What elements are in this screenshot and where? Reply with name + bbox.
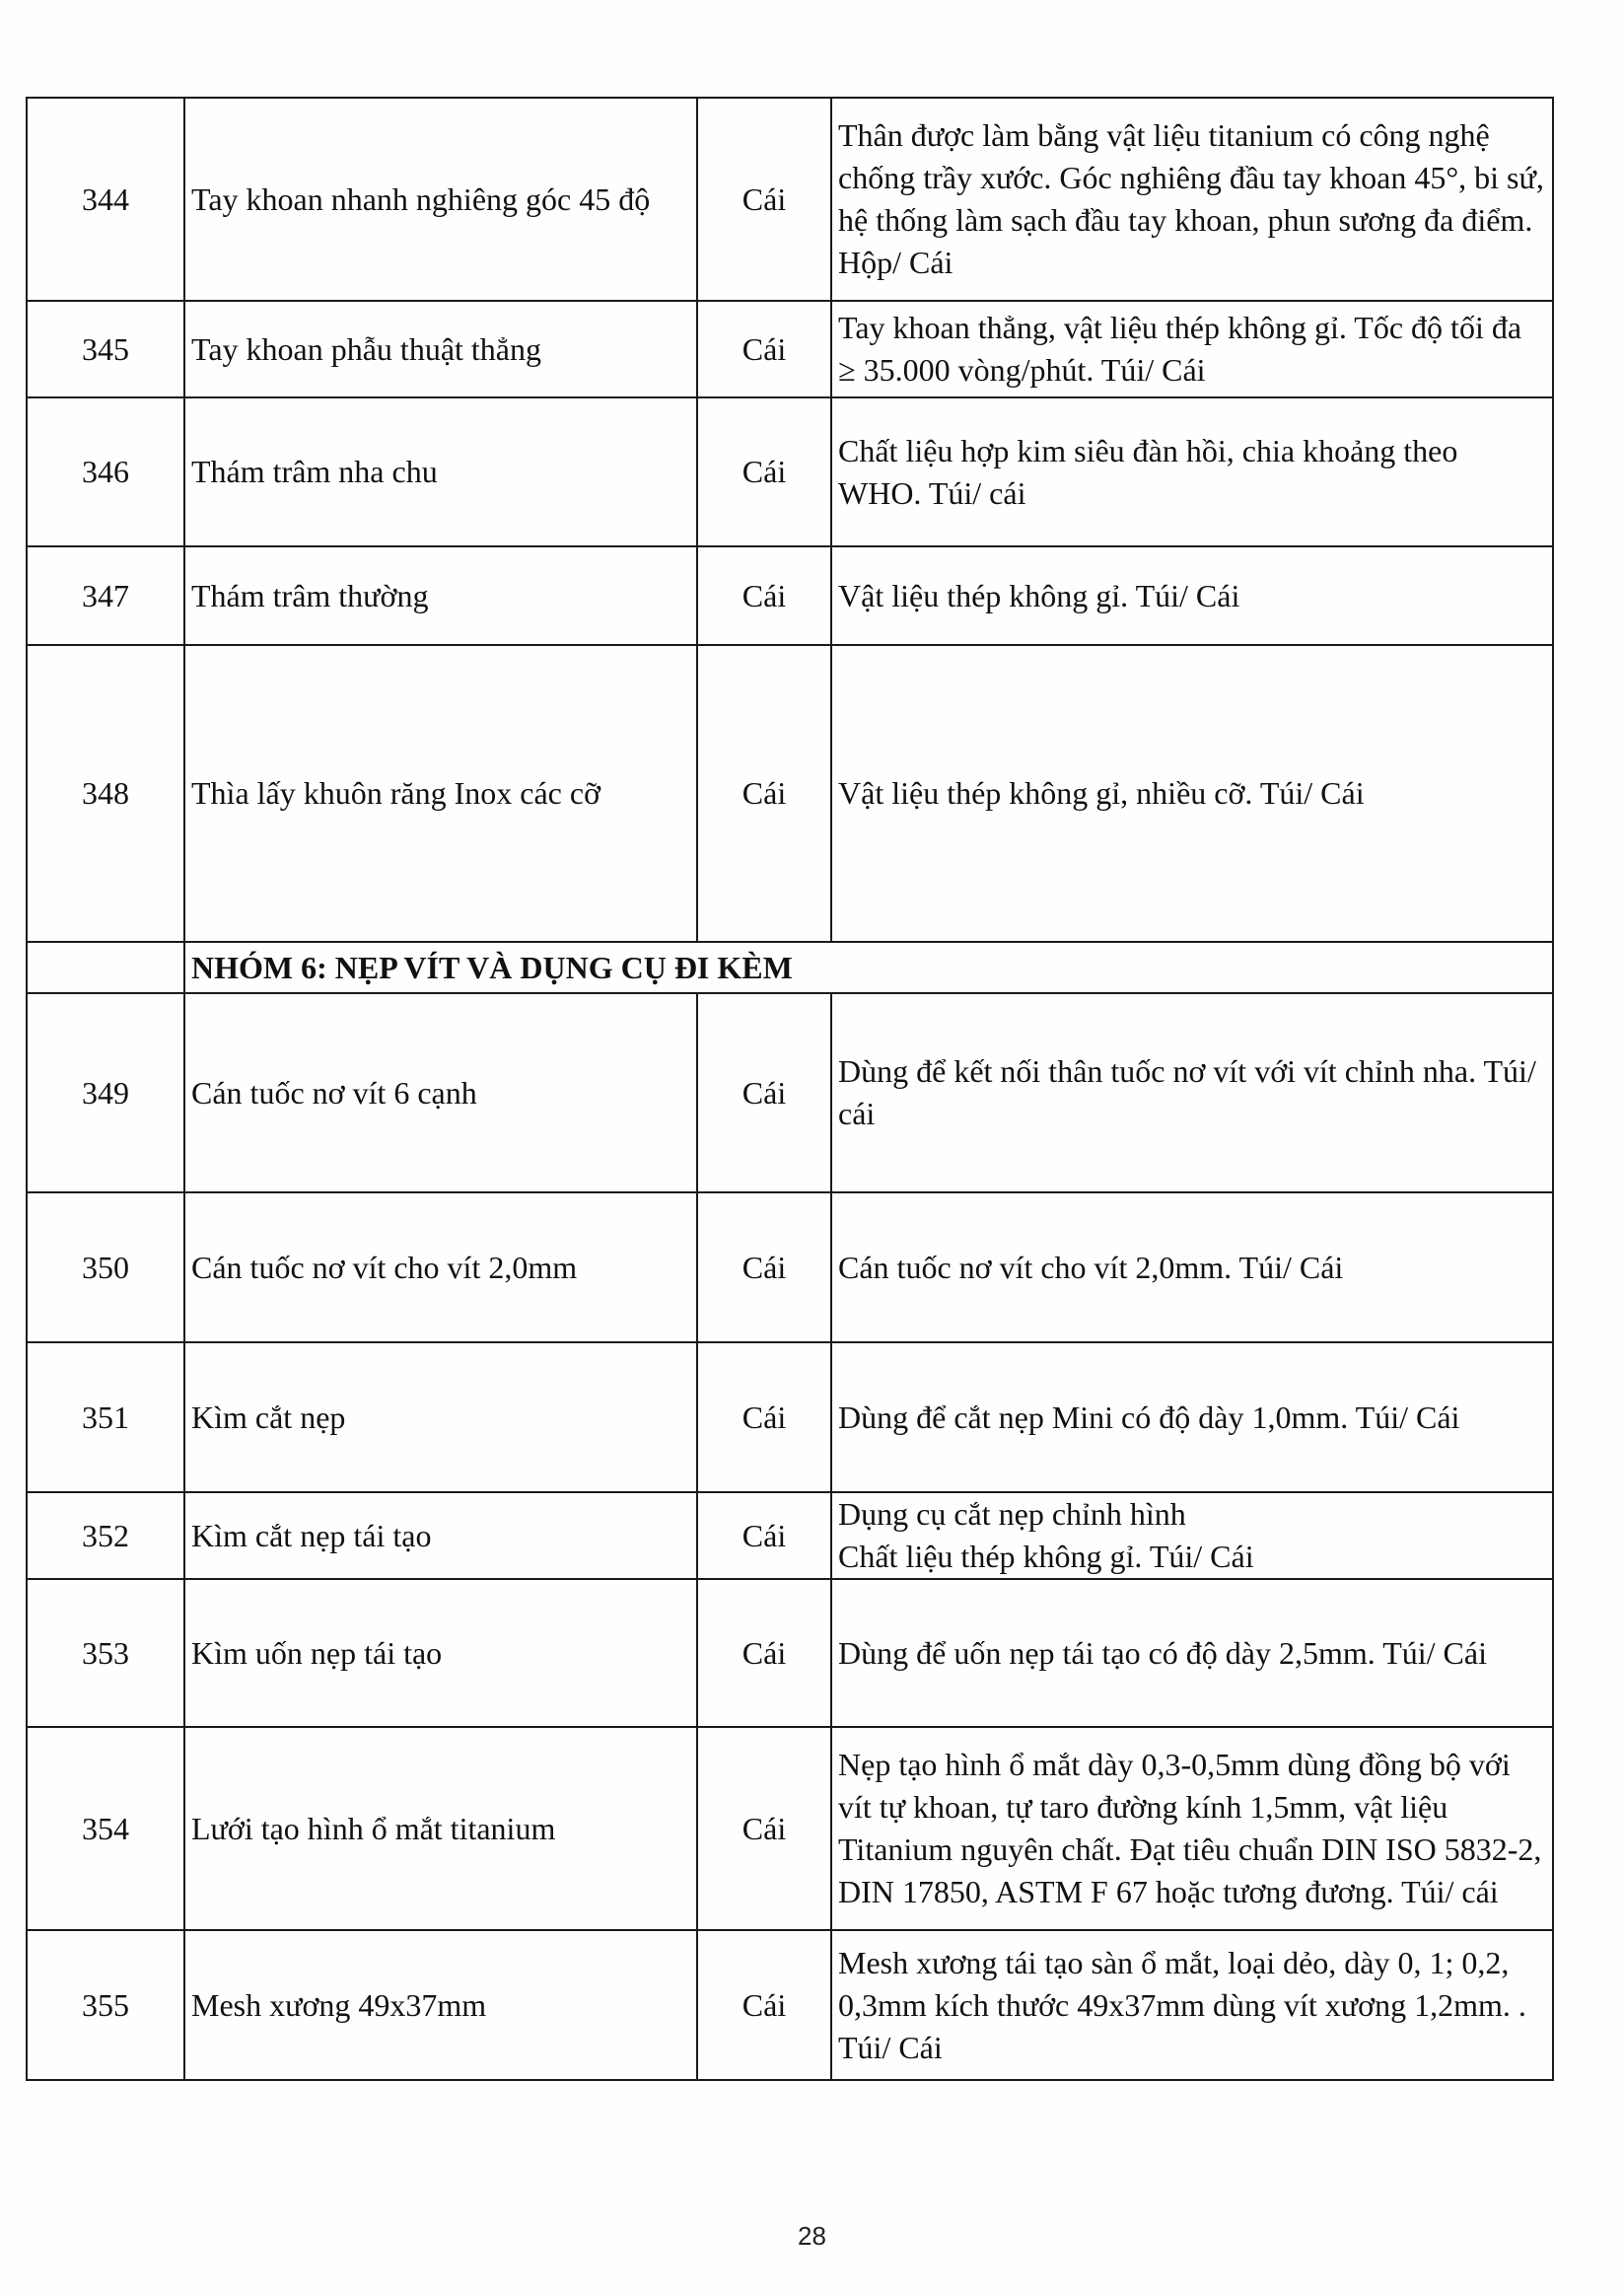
description-line: Thân được làm bằng vật liệu titanium có công nghệ chống trầy xước. Góc nghiêng đầu tay khoan 45°, bi sứ, hệ thống làm sạch đầu tay khoan, phun sương đa điểm. Hộp/ Cái <box>838 117 1544 280</box>
description-line: Chất liệu hợp kim siêu đàn hồi, chia khoảng theo WHO. Túi/ cái <box>838 432 1458 511</box>
item-description <box>831 1192 1553 1342</box>
group-number-cell <box>27 942 184 993</box>
description-line: Vật liệu thép không gỉ, nhiều cỡ. Túi/ Cái <box>838 775 1365 811</box>
item-unit: Cái <box>697 546 831 645</box>
item-unit: Cái <box>697 1192 831 1342</box>
description-line: Dùng để cắt nẹp Mini có độ dày 1,0mm. Túi/ Cái <box>838 1399 1460 1435</box>
row-number: 347 <box>27 546 184 645</box>
item-unit: Cái <box>697 645 831 942</box>
description-line: Dùng để kết nối thân tuốc nơ vít với vít chỉnh nha. Túi/ cái <box>838 1053 1536 1131</box>
item-unit: Cái <box>697 1727 831 1930</box>
description-line: Vật liệu thép không gỉ. Túi/ Cái <box>838 577 1240 613</box>
table-row <box>27 1930 1553 2080</box>
row-number: 354 <box>27 1727 184 1930</box>
row-number: 355 <box>27 1930 184 2080</box>
description-line: Dụng cụ cắt nẹp chỉnh hình <box>838 1496 1186 1532</box>
table-row <box>27 1492 1553 1579</box>
item-name: Thám trâm nha chu <box>184 397 697 546</box>
row-number: 353 <box>27 1579 184 1727</box>
table-row <box>27 301 1553 397</box>
item-name: Cán tuốc nơ vít cho vít 2,0mm <box>184 1192 697 1342</box>
table-row <box>27 1192 1553 1342</box>
item-unit: Cái <box>697 301 831 397</box>
item-unit: Cái <box>697 98 831 301</box>
group-title: NHÓM 6: NẸP VÍT VÀ DỤNG CỤ ĐI KÈM <box>184 942 1553 993</box>
row-number: 349 <box>27 993 184 1192</box>
item-description <box>831 1579 1553 1727</box>
item-description <box>831 98 1553 301</box>
equipment-spec-table <box>26 97 1554 2081</box>
description-line: Cán tuốc nơ vít cho vít 2,0mm. Túi/ Cái <box>838 1249 1344 1285</box>
table-row <box>27 1579 1553 1727</box>
description-line: Tay khoan thẳng, vật liệu thép không gỉ. Tốc độ tối đa ≥ 35.000 vòng/phút. Túi/ Cái <box>838 310 1522 388</box>
item-unit: Cái <box>697 1492 831 1579</box>
item-description <box>831 397 1553 546</box>
description-line: Mesh xương tái tạo sàn ổ mắt, loại dẻo, dày 0, 1; 0,2, 0,3mm kích thước 49x37mm dùng vít xương 1,2mm. . Túi/ Cái <box>838 1944 1526 2065</box>
item-unit: Cái <box>697 397 831 546</box>
row-number: 345 <box>27 301 184 397</box>
item-description <box>831 301 1553 397</box>
item-name: Cán tuốc nơ vít 6 cạnh <box>184 993 697 1192</box>
table-row <box>27 645 1553 942</box>
page-number: 28 <box>798 2221 826 2251</box>
row-number: 348 <box>27 645 184 942</box>
row-number: 350 <box>27 1192 184 1342</box>
item-name: Thám trâm thường <box>184 546 697 645</box>
description-line: Chất liệu thép không gỉ. Túi/ Cái <box>838 1539 1254 1574</box>
item-name: Thìa lấy khuôn răng Inox các cỡ <box>184 645 697 942</box>
table-row <box>27 397 1553 546</box>
item-description <box>831 546 1553 645</box>
item-description <box>831 1930 1553 2080</box>
item-name: Kìm cắt nẹp tái tạo <box>184 1492 697 1579</box>
item-name: Kìm uốn nẹp tái tạo <box>184 1579 697 1727</box>
item-description <box>831 993 1553 1192</box>
item-name: Mesh xương 49x37mm <box>184 1930 697 2080</box>
item-unit: Cái <box>697 1930 831 2080</box>
item-name: Tay khoan phẫu thuật thẳng <box>184 301 697 397</box>
item-unit: Cái <box>697 1342 831 1492</box>
item-name: Tay khoan nhanh nghiêng góc 45 độ <box>184 98 697 301</box>
table-row <box>27 1342 1553 1492</box>
item-unit: Cái <box>697 993 831 1192</box>
table-row <box>27 98 1553 301</box>
table-row <box>27 1727 1553 1930</box>
table-row <box>27 546 1553 645</box>
row-number: 351 <box>27 1342 184 1492</box>
item-name: Kìm cắt nẹp <box>184 1342 697 1492</box>
item-description <box>831 1727 1553 1930</box>
row-number: 346 <box>27 397 184 546</box>
item-description <box>831 645 1553 942</box>
group-header-row <box>27 942 1553 993</box>
row-number: 344 <box>27 98 184 301</box>
item-description <box>831 1492 1553 1579</box>
item-name: Lưới tạo hình ổ mắt titanium <box>184 1727 697 1930</box>
item-unit: Cái <box>697 1579 831 1727</box>
description-line: Nẹp tạo hình ổ mắt dày 0,3-0,5mm dùng đồng bộ với vít tự khoan, tự taro đường kính 1,5mm, vật liệu Titanium nguyên chất. Đạt tiêu chuẩn DIN ISO 5832-2, DIN 17850, ASTM F 67 hoặc tương đương. Túi/ cái <box>838 1747 1542 1909</box>
row-number: 352 <box>27 1492 184 1579</box>
table-row <box>27 993 1553 1192</box>
item-description <box>831 1342 1553 1492</box>
description-line: Dùng để uốn nẹp tái tạo có độ dày 2,5mm. Túi/ Cái <box>838 1634 1487 1671</box>
